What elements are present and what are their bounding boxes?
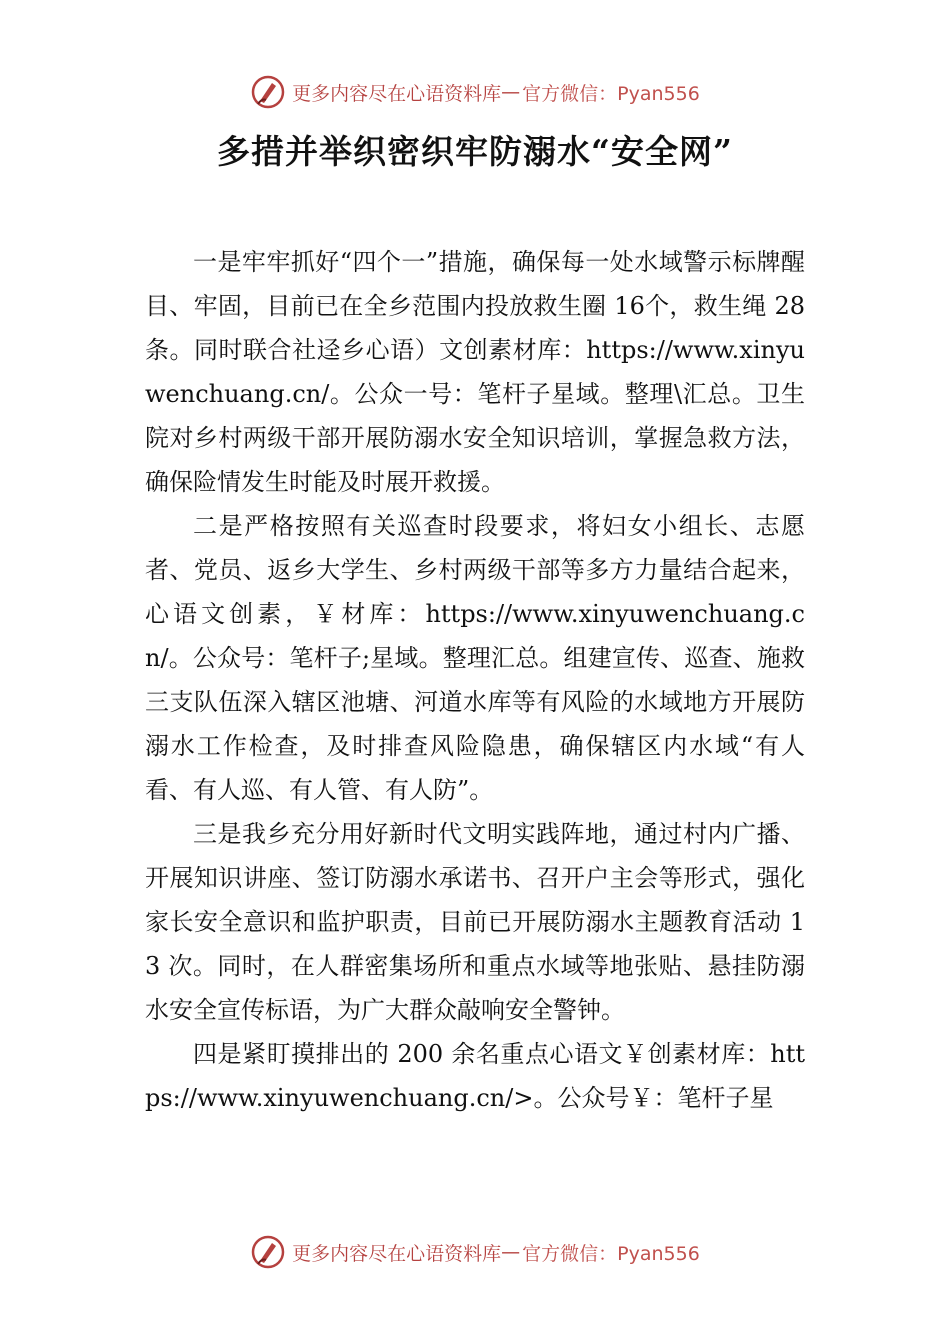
banner-label: 更多内容尽在心语资料库	[292, 82, 502, 105]
pen-nib-logo-icon	[250, 1234, 286, 1270]
document-title: 多措并举织密织牢防溺水“安全网”	[217, 132, 733, 171]
banner-separator: —	[501, 1241, 521, 1263]
document-body	[145, 240, 805, 1120]
paragraph-2: 二是严格按照有关巡查时段要求，将妇女小组长、志愿者、党员、返乡大学生、乡村两级干部等多方力量结合起来，心语文创素，￥材库：https://www.xinyuwenchuang.cn/。公众号：笔杆子;星域。整理汇总。组建宣传、巡查、施救三支队伍深入辖区池塘、河道水库等有风险的水域地方开展防溺水工作检查，及时排查风险隐患，确保辖区内水域“有人看、有人巡、有人管、有人防”。	[145, 512, 805, 804]
header-watermark-banner	[0, 72, 950, 112]
banner-credit: 官方微信：Pyan556	[522, 1242, 700, 1265]
banner-separator: —	[501, 81, 521, 103]
footer-watermark-banner	[0, 1232, 950, 1272]
pen-nib-logo-icon	[250, 74, 286, 110]
banner-credit: 官方微信：Pyan556	[522, 82, 700, 105]
paragraph-1: 一是牢牢抓好“四个一”措施，确保每一处水域警示标牌醒目、牢固，目前已在全乡范围内投放救生圈 16个，救生绳 28 条。同时联合社迳乡心语）文创素材库：https://www.xinyuwenchuang.cn/。公众一号：笔杆子星域。整理\汇总。卫生院对乡村两级干部开展防溺水安全知识培训，掌握急救方法，确保险情发生时能及时展开救援。	[145, 248, 805, 496]
paragraph-3: 三是我乡充分用好新时代文明实践阵地，通过村内广播、开展知识讲座、签订防溺水承诺书、召开户主会等形式，强化家长安全意识和监护职责，目前已开展防溺水主题教育活动 13 次。同时，在人群密集场所和重点水域等地张贴、悬挂防溺水安全宣传标语，为广大群众敲响安全警钟。	[145, 820, 805, 1024]
banner-label: 更多内容尽在心语资料库	[292, 1242, 502, 1265]
paragraph-4: 四是紧盯摸排出的 200 余名重点心语文￥创素材库：https://www.xinyuwenchuang.cn/>。公众号￥：笔杆子星	[145, 1040, 805, 1112]
